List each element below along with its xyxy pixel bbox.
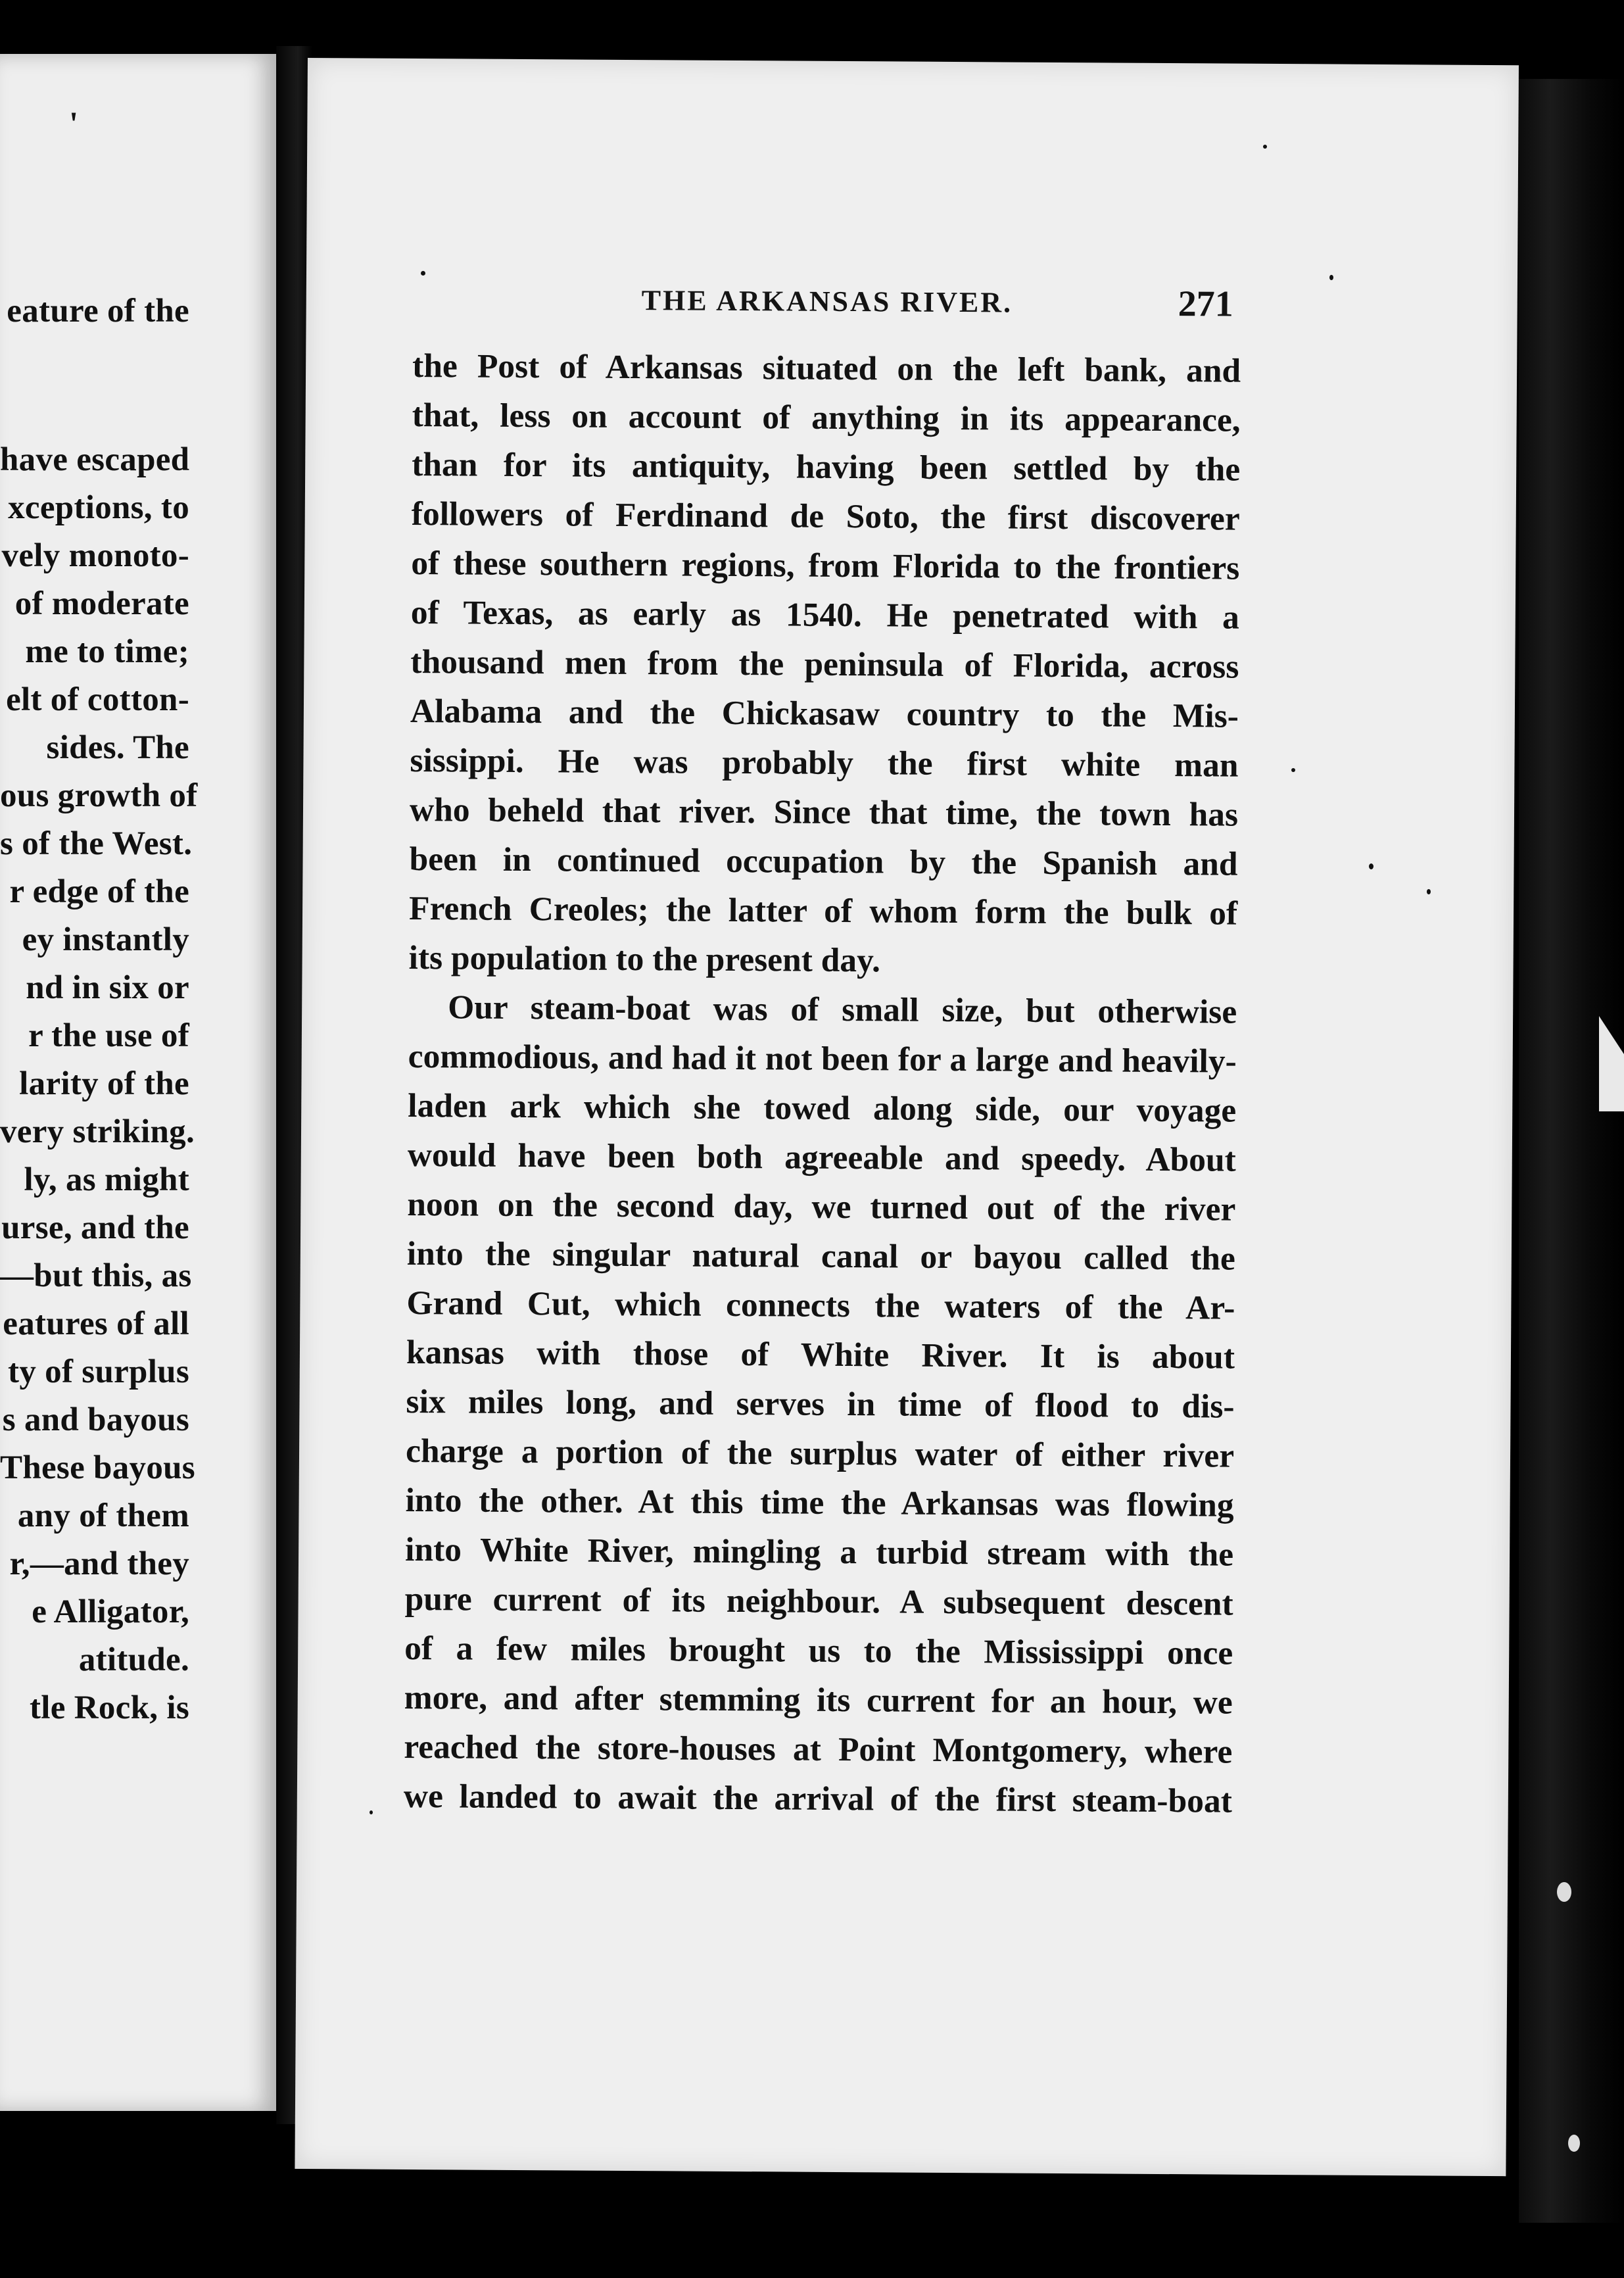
text-line: into the singular natural canal or bayou called the <box>406 1234 1236 1278</box>
text-line: would have been both agreeable and speedy. About <box>407 1136 1236 1179</box>
left-page-line: ' <box>69 106 79 143</box>
page-header <box>306 281 1517 335</box>
left-page-line: urse, and the <box>1 1209 189 1246</box>
left-page-line: have escaped <box>0 441 190 478</box>
left-page-line: eatures of all <box>3 1305 189 1342</box>
left-page-line: elt of cotton- <box>6 681 189 718</box>
left-page-line: —but this, as <box>0 1257 192 1294</box>
left-page-line: eature of the <box>7 293 189 329</box>
left-page-line: tle Rock, is <box>30 1689 189 1726</box>
text-line: six miles long, and serves in time of flood to dis- <box>406 1382 1235 1426</box>
left-page <box>0 54 276 2111</box>
text-line: thousand men from the peninsula of Florida, across <box>410 642 1239 686</box>
text-line: of a few miles brought us to the Mississippi once <box>404 1629 1233 1672</box>
text-line: we landed to await the arrival of the first steam-boat <box>403 1777 1233 1820</box>
left-page-line: sides. The <box>46 729 189 766</box>
text-line: of these southern regions, from Florida to the frontiers <box>411 544 1240 587</box>
left-page-line: atitude. <box>78 1641 189 1678</box>
text-line: who beheld that river. Since that time, the town has <box>409 790 1239 834</box>
ink-speck <box>370 1810 373 1814</box>
text-line: pure current of its neighbour. A subsequent descent <box>404 1580 1233 1623</box>
text-line: than for its antiquity, having been settled by the <box>412 445 1241 489</box>
text-line: Our steam-boat was of small size, but otherwise <box>448 988 1237 1031</box>
left-page-line: s and bayous <box>2 1401 189 1438</box>
left-page-line: r edge of the <box>9 873 189 910</box>
page-edge-stack <box>1519 79 1624 2223</box>
edge-speck <box>1557 1882 1571 1902</box>
left-page-line: e Alligator, <box>32 1593 189 1630</box>
text-line: commodious, and had it not been for a large and heavily- <box>408 1037 1237 1080</box>
page-number: 271 <box>1178 283 1233 325</box>
ink-speck <box>1291 768 1295 772</box>
text-line: been in continued occupation by the Spanish and <box>409 840 1238 883</box>
text-line: charge a portion of the surplus water of either river <box>405 1432 1235 1475</box>
edge-speck <box>1568 2135 1580 2152</box>
right-page <box>295 58 1519 2176</box>
left-page-line: nd in six or <box>26 969 189 1006</box>
left-page-line: ey instantly <box>22 921 189 958</box>
text-line: noon on the second day, we turned out of the river <box>407 1185 1236 1228</box>
text-line: the Post of Arkansas situated on the left bank, and <box>412 347 1241 390</box>
text-line: its population to the present day. <box>408 938 881 980</box>
text-line: sissippi. He was probably the first white man <box>410 741 1239 785</box>
text-line: followers of Ferdinand de Soto, the first discoverer <box>411 495 1240 538</box>
left-page-line: vely monoto- <box>1 537 189 574</box>
left-page-line: larity of the <box>19 1065 189 1102</box>
left-page-line: ous growth of <box>0 777 198 814</box>
left-page-line: me to time; <box>25 633 189 670</box>
text-line: that, less on account of anything in its appearance, <box>412 396 1241 439</box>
text-line: into White River, mingling a turbid stream with the <box>404 1530 1234 1574</box>
text-line: of Texas, as early as 1540. He penetrated with a <box>410 593 1240 637</box>
body-text <box>404 341 1241 1826</box>
left-page-line: xceptions, to <box>8 489 189 526</box>
text-line: kansas with those of White River. It is about <box>406 1333 1235 1376</box>
ink-speck <box>1427 889 1431 894</box>
ink-speck <box>421 271 425 276</box>
text-line: French Creoles; the latter of whom form the bulk of <box>408 889 1238 933</box>
left-page-line: These bayous <box>0 1449 195 1486</box>
left-page-line: any of them <box>17 1497 189 1534</box>
left-page-line: ty of surplus <box>8 1353 189 1390</box>
text-line: into the other. At this time the Arkansas was flowing <box>405 1481 1234 1524</box>
text-line: reached the store-houses at Point Montgomery, where <box>404 1728 1233 1771</box>
text-line: more, and after stemming its current for an hour, we <box>404 1678 1233 1722</box>
left-page-line: very striking. <box>0 1113 195 1150</box>
text-line: Alabama and the Chickasaw country to the Mis- <box>410 692 1239 735</box>
ink-speck <box>1263 145 1267 149</box>
text-line: laden ark which she towed along side, our voyage <box>408 1086 1237 1130</box>
left-page-line: r,—and they <box>9 1545 189 1582</box>
text-line: Grand Cut, which connects the waters of the Ar- <box>406 1284 1235 1327</box>
running-head: THE ARKANSAS RIVER. <box>641 284 1013 319</box>
ink-speck <box>1369 863 1373 869</box>
left-page-line: ly, as might <box>24 1161 189 1198</box>
left-page-line: of moderate <box>14 585 189 622</box>
left-page-line: r the use of <box>28 1017 189 1054</box>
ink-speck <box>1329 275 1333 280</box>
left-page-line: s of the West. <box>0 825 193 862</box>
